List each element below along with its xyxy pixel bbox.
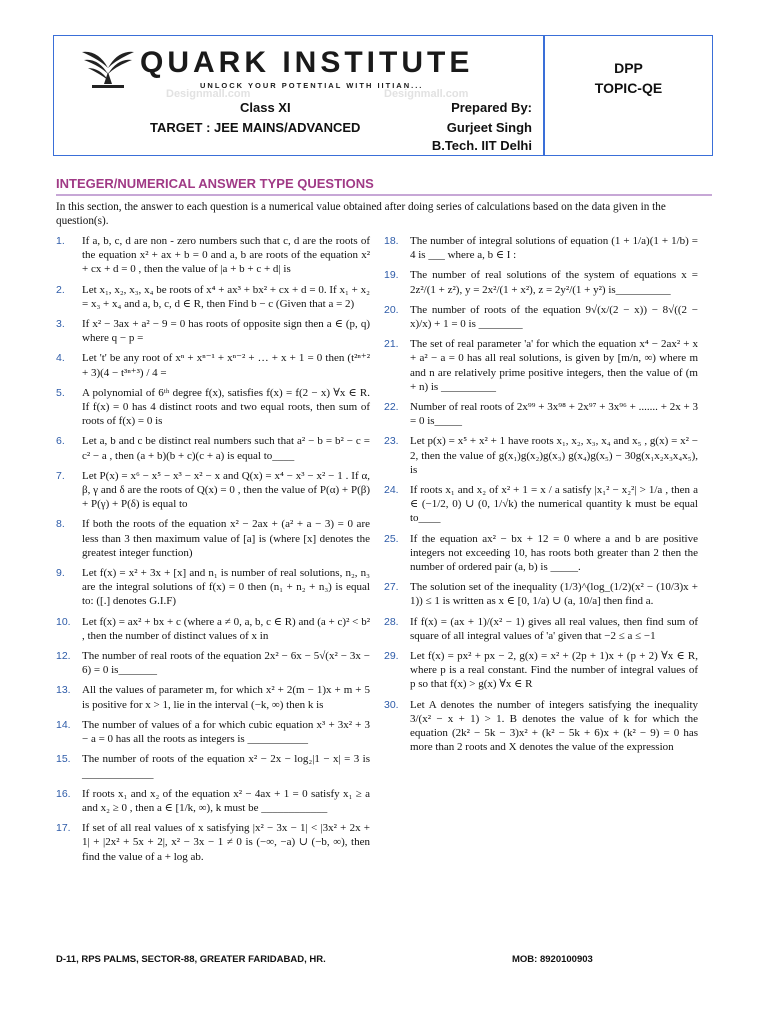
question-number: 23. [384, 435, 399, 448]
question-text: Number of real roots of 2x⁹⁹ + 3x⁹⁸ + 2x⁹⁷ + 3x⁹⁶ + ....... + 2x + 3 = 0 is_____ [410, 401, 698, 428]
section-title: INTEGER/NUMERICAL ANSWER TYPE QUESTIONS [56, 176, 374, 191]
question-item [384, 303, 698, 331]
question-number: 4. [56, 352, 65, 365]
quark-logo-icon [78, 46, 138, 90]
questions-right-column [384, 234, 698, 761]
question-text: Let f(x) = px² + px − 2, g(x) = x² + (2p + 1)x + (p + 2) ∀x ∈ R, where p is a real constant. Find the number of integral values of p so that f(x) > g(x) ∀x ∈ R [410, 650, 698, 691]
question-text: All the values of parameter m, for which x² + 2(m − 1)x + m + 5 is positive for x > 1, lie in the interval (−k, ∞) then k is [82, 684, 370, 711]
question-item [384, 615, 698, 643]
footer-mobile: MOB: 8920100903 [512, 954, 593, 965]
question-text: Let 't' be any root of xⁿ + xⁿ⁻¹ + xⁿ⁻² + … + x + 1 = 0 then (t²ⁿ⁺² + 3)(4 − t³ⁿ⁺³) / 4 = [82, 352, 370, 379]
question-item [56, 469, 370, 512]
question-number: 12. [56, 650, 71, 663]
question-item [56, 317, 370, 345]
question-item [56, 283, 370, 311]
question-item [56, 615, 370, 643]
question-number: 5. [56, 386, 65, 399]
question-number: 8. [56, 518, 65, 531]
watermark: Designmall.com [384, 88, 469, 100]
question-text: The number of real solutions of the system of equations x = 2z²/(1 + z²), y = 2x²/(1 + x²), z = 2y²/(1 + y²) is__________ [410, 269, 698, 296]
question-item [56, 718, 370, 746]
question-text: If f(x) = (ax + 1)/(x² − 1) gives all real values, then find sum of square of all integral values of 'a' given that −2 ≤ a ≤ −1 [410, 615, 698, 642]
question-item [384, 532, 698, 575]
topic-label: TOPIC-QE [594, 80, 663, 96]
question-text: If roots x₁ and x₂ of the equation x² − 4ax + 1 = 0 satisfy x₁ ≥ a and x₂ ≥ 0 , then a ∈ [1/k, ∞), k must be ____________ [82, 787, 370, 814]
question-item [384, 698, 698, 755]
question-number: 20. [384, 303, 399, 316]
question-item [56, 386, 370, 429]
question-number: 1. [56, 235, 65, 247]
header-box [53, 35, 713, 156]
question-text: Let x₁, x₂, x₃, x₄ be roots of x⁴ + ax³ + bx² + cx + d = 0. If x₁ + x₂ = x₃ + x₄ and a, b, c, d ∈ R, then Find b − c (Given that a = 2) [82, 283, 370, 310]
institute-name: QUARK INSTITUTE [140, 46, 474, 79]
question-number: 29. [384, 650, 399, 663]
question-number: 7. [56, 469, 65, 482]
question-text: The number of roots of the equation 9√(x/(2 − x)) − 8√((2 − x)/x) + 1 = 0 is ________ [410, 303, 698, 331]
question-number: 15. [56, 753, 71, 766]
question-item [384, 649, 698, 692]
question-text: A polynomial of 6ᵗʰ degree f(x), satisfies f(x) = f(2 − x) ∀x ∈ R. If f(x) = 0 has 4 distinct roots and two equal roots, then sum of roots of f(x) = 0 is [82, 386, 370, 428]
author-name: Gurjeet Singh [446, 120, 532, 135]
question-number: 21. [384, 338, 399, 351]
question-text: Let P(x) = x⁶ − x⁵ − x³ − x² − x and Q(x) = x⁴ − x³ − x² − 1 . If α, β, γ and δ are the roots of Q(x) = 0 , then the value of P(α) + P(β) + P(γ) + P(δ) is equal to [82, 469, 370, 511]
question-item [56, 752, 370, 780]
question-item [56, 517, 370, 560]
section-divider [56, 194, 712, 196]
question-number: 9. [56, 567, 65, 580]
question-number: 13. [56, 684, 71, 697]
question-number: 14. [56, 718, 71, 731]
question-item [56, 234, 370, 277]
question-text: Let f(x) = x² + 3x + [x] and n₁ is number of real solutions, n₂, n₃ are the integral solutions of f(x) = 0 then (n₁ + n₂ + n₃) is equal to: ([.] denotes G.I.F) [82, 567, 370, 608]
question-text: Let f(x) = ax² + bx + c (where a ≠ 0, a, b, c ∈ R) and (a + c)² < b² , then the number of distinct values of x in [82, 615, 370, 642]
question-text: Let p(x) = x⁵ + x² + 1 have roots x₁, x₂, x₃, x₄ and x₅ , g(x) = x² − 2, then the value of g(x₁)g(x₂)g(x₃) g(x₄)g(x₅) − 30g(x₁x₂x₃x₄x₅), is [410, 435, 698, 476]
question-text: If a, b, c, d are non - zero numbers such that c, d are the roots of the equation x² + ax + b = 0 and a, b are roots of the equation x² + cx + d = 0 , then the value of |a + b + c + d| is [82, 235, 370, 276]
question-text: The number of values of a for which cubic equation x³ + 3x² + 3 − a = 0 has all the roots as integers is ___________ [82, 718, 370, 746]
dpp-label: DPP [614, 60, 643, 76]
target-label: TARGET : JEE MAINS/ADVANCED [150, 120, 361, 135]
question-number: 16. [56, 787, 71, 800]
question-item [384, 434, 698, 477]
question-number: 6. [56, 435, 65, 448]
question-number: 17. [56, 822, 71, 835]
question-text: Let a, b and c be distinct real numbers such that a² − b = b² − c = c² − a , then (a + b)(b + c)(c + a) is equal to____ [82, 435, 370, 462]
question-text: If both the roots of the equation x² − 2ax + (a² + a − 3) = 0 are less than 3 then maximum value of [a] is (where [x] denotes the greatest integer function) [82, 518, 370, 559]
question-item [56, 649, 370, 677]
question-text: The number of real roots of the equation 2x² − 6x − 5√(x² − 3x − 6) = 0 is_______ [82, 650, 370, 677]
question-item [56, 351, 370, 379]
question-number: 28. [384, 615, 399, 628]
question-item [56, 821, 370, 864]
question-item [56, 566, 370, 609]
question-text: The number of integral solutions of equation (1 + 1/a)(1 + 1/b) = 4 is ___ where a, b ∈ I : [410, 235, 698, 262]
question-number: 19. [384, 269, 399, 282]
question-item [384, 234, 698, 262]
institute-tagline: UNLOCK YOUR POTENTIAL WITH IITIAN... [200, 81, 424, 90]
question-text: The solution set of the inequality (1/3)^(log_(1/2)(x² − (10/3)x + 1)) ≤ 1 is written as x ∈ [0, 1/a) ∪ (a, 10/a] then find a. [410, 581, 698, 608]
question-item [56, 434, 370, 462]
questions-left-column [56, 234, 370, 870]
question-text: If x² − 3ax + a² − 9 = 0 has roots of opposite sign then a ∈ (p, q) where q − p = [82, 318, 370, 345]
question-item [56, 683, 370, 711]
author-degree: B.Tech. IIT Delhi [431, 138, 532, 153]
question-text: If roots x₁ and x₂ of x² + 1 = x / a satisfy |x₁² − x₂²| > 1/a , then a ∈ (−1/2, 0) ∪ (0, 1/√k) the numerical quantity k must be equal to____ [410, 484, 698, 525]
question-text: The set of real parameter 'a' for which the equation x⁴ − 2ax² + x + a² − a = 0 has all real solutions, is given by [m/n, ∞) where m and n are relatively prime positive integers, then the value of (m + n) is __________ [410, 338, 698, 393]
question-text: If set of all real values of x satisfying |x² − 3x − 1| < |3x² + 2x + 1| + |2x² + 5x + 2|, x² − 3x − 1 ≠ 0 is (−∞, −a) ∪ (−b, ∞), then find the value of a + log ab. [82, 822, 370, 863]
question-item [384, 268, 698, 296]
prepared-by-label: Prepared By: [451, 100, 532, 115]
question-item [384, 580, 698, 608]
question-number: 27. [384, 581, 399, 594]
section-intro: In this section, the answer to each question is a numerical value obtained after doing series of calculations based on the data given in the question(s). [56, 201, 666, 227]
question-number: 3. [56, 318, 65, 331]
question-item [384, 483, 698, 526]
question-text: If the equation ax² − bx + 12 = 0 where a and b are positive integers not exceeding 10, has roots both greater than 2 then the number of ordered pair (a, b) is _____. [410, 532, 698, 574]
footer-address: D-11, RPS PALMS, SECTOR-88, GREATER FARIDABAD, HR. [56, 954, 326, 965]
question-number: 22. [384, 401, 399, 414]
question-number: 30. [384, 698, 399, 711]
question-item [384, 337, 698, 394]
question-text: The number of roots of the equation x² − 2x − log₂|1 − x| = 3 is _____________ [82, 753, 370, 780]
question-number: 18. [384, 235, 399, 247]
question-number: 24. [384, 484, 399, 497]
question-number: 2. [56, 283, 65, 296]
question-number: 25. [384, 532, 399, 545]
watermark: Designmall.com [166, 88, 251, 100]
question-text: Let A denotes the number of integers satisfying the inequality 3/(x² − x + 1) > 1. B denotes the value of k for which the equation (2k² − 5k − 3)x² + (k² − 5k + 6)x + (k² − 9) = 0 has more than 2 roots and X denotes the value of the expression [410, 698, 698, 754]
question-item [56, 787, 370, 815]
question-item [384, 400, 698, 428]
question-number: 10. [56, 615, 71, 628]
class-label: Class XI [240, 100, 291, 115]
